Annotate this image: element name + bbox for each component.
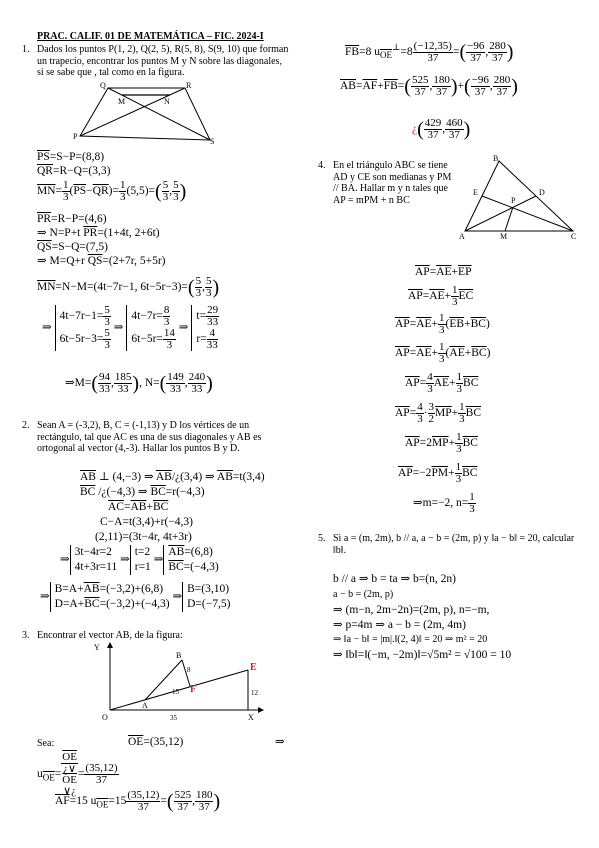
p2-line-2: $\overline{BC}$ /¿(−4,3) ⇒ $\overline{BC}=r(-4,3)$ [80,486,205,498]
label-s: S [210,137,215,146]
problem-2-number: 2. [22,420,30,431]
p2-line-5: (2,11)=(3t−4r, 4t+3r) [95,531,192,543]
label-q: Q [100,81,106,90]
p2-line-4: C−A=t(3,4)+r(−4,3) [100,516,194,528]
right-line-2: $\overline{AB}=\overline{AF}+\overline{FB}=$( $\frac{525}{37}$ , $\frac{180}{37}$ )+( $\frac{-96}{37}$ , $\frac{280}{37}$ ) [340,74,518,98]
p5-line-6: ⇒ ‖b‖=‖(−m, −2m)‖=√5m² = √100 = 10 [333,649,512,661]
right-line-1: $\overline{FB}=8$ $u_{\overline{OE}}^\perp=8$ $\frac{(-12,35)}{37}$ =( $\frac{-96}{37}$ , $\frac{280}{37}$ ) [345,39,514,64]
label-15: 15 [172,688,179,696]
label-n: N [164,97,170,106]
label-y: Y [94,643,100,652]
p4-line-5: $\overline{AP}=$ $\frac{4}{3}$ $\overline{AE}+$ $\frac{1}{3}$ $\overline{BC}$ [405,371,479,395]
label-o: O [102,713,108,722]
p5-line-3: ⇒ (m−n, 2m−2n)=(2m, p), n=−m, [333,604,490,616]
p1-line-6: $\overline{QS}=S-Q=(7,5)$ [37,241,108,253]
p2-system-1: ⇒3t−4r=2 4t+3r=11 ⇒t=2 r=1 $\Rightarrow\overline{AB}=(6,8)$ $\overline{BC}=(-4,3)$ [60,546,219,573]
label-a: A [142,701,148,710]
problem-3-statement: Encontrar el vector AB, de la figura: [37,630,183,641]
problem-2-statement: Sean A = (-3,2), B, C = (-1,13) y D los vértices de un rectángulo, tal que AC es una de sus diagonales y AB es ortogonal al vector (4,-3). Hallar los puntos B y D. [37,420,262,454]
label-f: F [190,684,197,695]
tri-label-p: P [511,196,516,205]
label-m: M [118,97,126,106]
p4-line-2: $\overline{AP}=\overline{AE}+$ $\frac{1}{3}$ $\overline{EC}$ [408,284,474,308]
tri-label-b: B [493,155,499,163]
tri-label-d: D [539,188,545,197]
p4-line-4: $\overline{AP}=\overline{AE}+$ $\frac{1}{3}$ $(\overline{AE}+\overline{BC})$ [395,341,491,365]
problem-3-number: 3. [22,630,30,641]
p3-line-4: $\overline{AF}=15$ $u_{\overline{OE}}=15$ $\frac{(35,12)}{37}$ =( $\frac{525}{37}$ , $\frac{180}{37}$ ) [55,789,221,813]
p3-sea: Sea: [37,738,55,749]
label-e: E [250,662,257,673]
problem-5-statement: Si a = (m, 2m), b // a, a − b = (2m, p) y ‖a − b‖ = 20, calcular ‖b‖. [333,533,575,556]
tri-label-a: A [459,232,465,240]
p1-line-5: ⇒ N=P+t $\overline{PR}=(1+4t$, 2+6t) [37,227,160,239]
vector-figure [90,640,265,725]
label-8: 8 [187,666,191,674]
tri-label-e: E [473,188,478,197]
problem-1-number: 1. [22,44,30,55]
problem-4-number: 4. [318,160,326,171]
p1-line-3: $\overline{MN}=$ $\frac{1}{3}$ $(\overline{PS}-\overline{QR})=$ $\frac{1}{3}$ (5,5)=( $\frac{5}{3}$ , $\frac{5}{3}$ ) [37,179,187,203]
p5-line-2: a − b = (2m, p) [333,589,394,600]
p2-line-1: $\overline{AB}$ ⊥ (4,−3) ⇒ $\overline{AB}/¿(3,4)$ ⇒ $\overline{AB}=t(3,4)$ [80,471,265,483]
p3-line-2: ⇒ [275,736,285,748]
p5-line-4: ⇒ p=4m ⇒ a − b = (2m, 4m) [333,619,466,631]
p1-line-8: $\overline{MN}=N-M=(4t-7r-1$, 6t−5r−3)=( $\frac{5}{3}$ , $\frac{5}{3}$ ) [37,275,220,299]
p5-line-5: ⇒ ‖a − b‖ = |m|.‖(2, 4)‖ = 20 ⇒ m² = 20 [333,634,488,645]
label-35: 35 [170,714,177,722]
p5-line-1: b // a ⇒ b = ta ⇒ b=(n, 2n) [333,573,456,585]
p1-line-4: $\overline{PR}=R-P=(4,6)$ [37,213,107,225]
p4-line-1: $\overline{AP}=\overline{AE}+\overline{EP}$ [415,266,472,278]
label-b: B [176,651,182,660]
label-r: R [186,81,192,90]
p4-line-6: $\overline{AP}=$ $\frac{4}{3}$ · $\frac{3}{2}$ $\overline{MP}+$ $\frac{1}{3}$ $\overline{BC}$ [395,401,482,425]
p1-line-7: ⇒ M=Q+r $\overline{QS}=(2+7r$, 5+5r) [37,255,166,267]
problem-1-statement: Dados los puntos P(1, 2), Q(2, 5), R(5, 8), S(9, 10) que forman un trapecio, encontrar los puntos M y N sobre las diagonales, si se sabe que , tal como en la figura. [37,44,289,78]
p1-line-2: $\overline{QR}=R-Q=(3,3)$ [37,165,111,177]
p2-system-2: $\Rightarrow B=A+\overline{AB}=(-3,2)+(6,8)$ $D=A+\overline{BC}=(-3,2)+(-4,3)$ ⇒B=(3,10) D=(−7,5) [40,583,231,610]
p3-line-1: $\overline{OE}=(35,12)$ [128,736,184,748]
p2-line-3: $\overline{AC}=\overline{AB}+\overline{BC}$ [108,501,169,513]
p4-line-9: ⇒m=−2, n= $\frac{1}{3}$ [413,491,475,515]
triangle-figure [455,155,585,240]
right-line-3: ¿( $\frac{429}{37}$ , $\frac{460}{37}$ ) [412,117,471,141]
p4-line-3: $\overline{AP}=\overline{AE}+$ $\frac{1}{3}$ $(\overline{EB}+\overline{BC})$ [395,312,490,336]
problem-4-statement: En el triángulo ABC se tiene AD y CE son medianas y PM // BA. Hallar m y n tales que AP = mPM + n BC [333,160,452,206]
p1-system: ⇒4t−7r−1= $\frac{5}{3}$ 6t−5r−3= $\frac{5}{3}$ ⇒4t−7r= $\frac{8}{3}$ 6t−5r= $\frac{14}{3}$ ⇒t= $\frac{29}{33}$ r= $\frac{4}{33}$ [42,304,219,351]
tri-label-m: M [500,232,508,240]
p1-result: ⇒M=( $\frac{94}{33}$ , $\frac{185}{33}$ ), N=( $\frac{149}{33}$ , $\frac{240}{33}$ ) [65,371,213,395]
p1-line-1: $\overline{PS}=S-P=(8,8)$ [37,151,105,163]
problem-5-number: 5. [318,533,326,544]
p4-line-8: $\overline{AP}=-2\overline{PM}+$ $\frac{1}{3}$ $\overline{BC}$ [398,461,478,485]
p3-line-3: $u_{\overline{OE}}=$ $\overline{OE}$ ¿∨ $\overline{OE}$ ∨¿ = $\frac{(35,12)}{37}$ [37,751,118,797]
label-x: X [248,713,254,722]
label-12: 12 [251,689,258,697]
page-title: PRAC. CALIF. 01 DE MATEMÁTICA – FIC. 2024-I [37,31,264,42]
tri-label-c: C [571,232,577,240]
p4-line-7: $\overline{AP}=2\overline{MP}+$ $\frac{1}{3}$ $\overline{BC}$ [405,431,478,455]
label-p: P [73,132,78,141]
trapezoid-figure [70,80,220,146]
